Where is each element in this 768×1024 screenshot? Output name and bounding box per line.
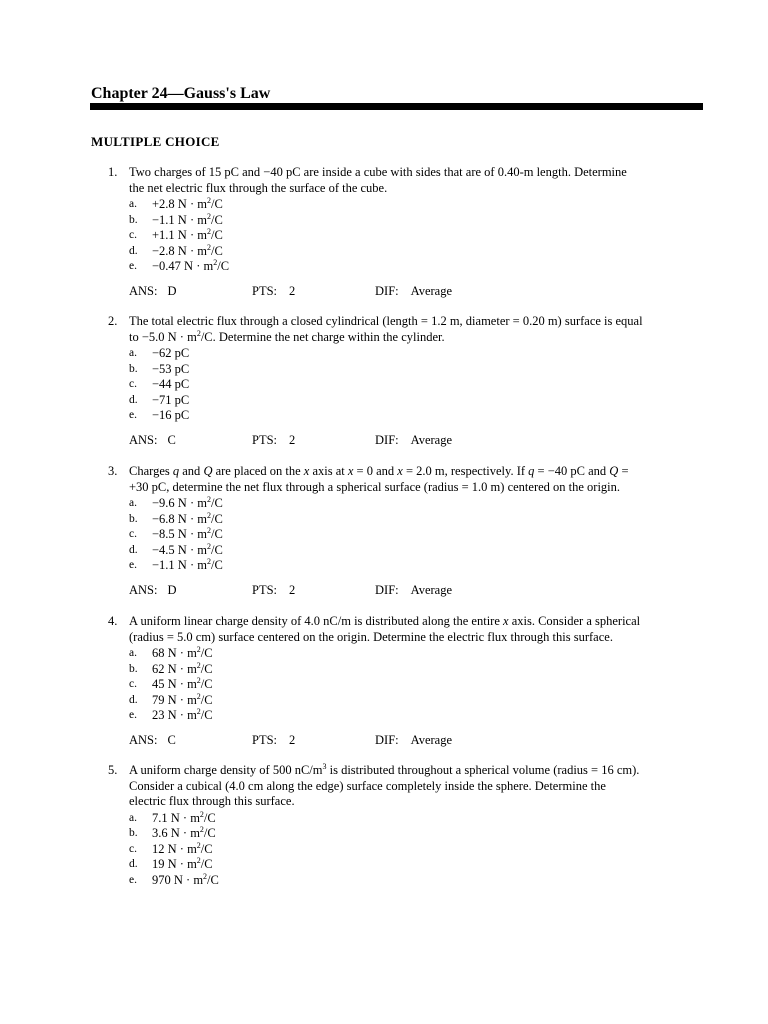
- choice-unit: /C: [210, 243, 223, 258]
- pts-value: 2: [289, 284, 296, 298]
- question-number: 4.: [108, 614, 118, 628]
- choice-exponent: 2: [196, 660, 201, 670]
- choice-text: [152, 543, 223, 559]
- choice-value: −44 pC: [152, 377, 190, 392]
- choice-text: [152, 873, 219, 889]
- question-text-line: The total electric flux through a closed cylindrical (length = 1.2 m, diameter = 0.20 m) surface is equal: [129, 314, 643, 328]
- choice-letter: d.: [129, 693, 138, 706]
- question-text: [129, 614, 704, 645]
- ans-field: [129, 583, 177, 599]
- choice-letter: d.: [129, 543, 138, 556]
- choice-letter: a.: [129, 347, 137, 359]
- ans-field: [129, 433, 176, 449]
- question-text: [129, 464, 704, 495]
- choice-letter: a.: [129, 811, 137, 824]
- choice-value: 45 N · m: [152, 677, 197, 692]
- choice-letter: c.: [129, 528, 137, 541]
- choice-letter: e.: [129, 260, 137, 273]
- choice-value: −53 pC: [152, 361, 190, 376]
- pts-field: [252, 433, 295, 449]
- pts-value: 2: [289, 433, 296, 447]
- ans-label: ANS:: [129, 733, 158, 747]
- choice-text: [152, 259, 229, 275]
- choice-text: [152, 393, 189, 409]
- choice-letter: b.: [129, 827, 138, 840]
- choice-letter: d.: [129, 393, 138, 406]
- choice-unit: /C: [200, 692, 213, 707]
- choice-letter: c.: [129, 678, 137, 691]
- choice-exponent: 2: [206, 526, 211, 536]
- choice-letter: e.: [129, 559, 137, 572]
- choice-value: −8.5 N · m: [152, 527, 207, 542]
- dif-label: DIF:: [375, 733, 399, 747]
- choice-exponent: 2: [206, 227, 211, 237]
- choice-letter: c.: [129, 229, 137, 242]
- choice-text: [152, 496, 223, 512]
- choice-unit: /C: [200, 857, 213, 872]
- question-text-line: Two charges of 15 pC and −40 pC are inside a cube with sides that are of 0.40-m length. Determine: [129, 165, 627, 179]
- choice-value: 7.1 N · m: [152, 810, 200, 825]
- question-text-line: +30 pC, determine the net flux through a spherical surface (radius = 1.0 m) centered on the origin.: [129, 479, 621, 494]
- choice-exponent: 2: [206, 211, 211, 221]
- choice-unit: /C: [210, 511, 223, 526]
- choice-value: −2.8 N · m: [152, 243, 207, 258]
- choice-letter: e.: [129, 873, 137, 886]
- choice-letter: c.: [129, 378, 137, 391]
- choice-exponent: 2: [206, 494, 211, 504]
- choice-exponent: 2: [206, 541, 211, 551]
- choice-text: [152, 362, 189, 378]
- choice-unit: /C: [210, 197, 223, 211]
- choice-exponent: 2: [213, 258, 218, 268]
- choice-letter: d.: [129, 244, 138, 257]
- choice-letter: d.: [129, 858, 138, 871]
- choice-value: −16 pC: [152, 408, 190, 423]
- choice-exponent: 2: [196, 840, 201, 850]
- choice-value: −71 pC: [152, 392, 190, 407]
- dif-label: DIF:: [375, 583, 399, 597]
- choice-text: [152, 244, 223, 260]
- pts-value: 2: [289, 733, 296, 747]
- choice-value: 970 N · m: [152, 872, 204, 887]
- choice-value: 79 N · m: [152, 692, 197, 707]
- choice-text: [152, 346, 189, 362]
- choice-exponent: 2: [206, 557, 211, 567]
- choice-value: +2.8 N · m: [152, 197, 207, 211]
- choice-unit: /C: [200, 841, 213, 856]
- choice-letter: a.: [129, 647, 137, 659]
- choice-value: −4.5 N · m: [152, 542, 207, 557]
- choice-unit: /C: [210, 558, 223, 573]
- choice-unit: /C: [210, 527, 223, 542]
- choice-text: [152, 826, 216, 842]
- choice-exponent: 2: [199, 824, 204, 834]
- pts-field: [252, 284, 295, 300]
- dif-field: [375, 583, 452, 599]
- question-text-line: Charges q and Q are placed on the x axis at x = 0 and x = 2.0 m, respectively. If q = −40 pC and Q =: [129, 464, 629, 478]
- dif-value: Average: [410, 433, 453, 447]
- choice-text: [152, 662, 213, 678]
- choice-letter: a.: [129, 497, 137, 509]
- dif-label: DIF:: [375, 284, 399, 298]
- title-rule: [90, 103, 703, 110]
- choice-text: [152, 197, 223, 213]
- choice-text: [152, 408, 189, 424]
- choice-text: [152, 857, 213, 873]
- ans-label: ANS:: [129, 433, 158, 447]
- dif-field: [375, 733, 452, 749]
- question-number: 1.: [108, 165, 118, 179]
- choice-unit: /C: [203, 826, 216, 841]
- question-text-line: (radius = 5.0 cm) surface centered on the origin. Determine the electric flux through this surface.: [129, 629, 613, 644]
- pts-label: PTS:: [252, 433, 278, 447]
- choice-text: [152, 677, 213, 693]
- ans-label: ANS:: [129, 583, 158, 597]
- choice-value: −9.6 N · m: [152, 496, 207, 510]
- question-text-line: the net electric flux through the surface of the cube.: [129, 180, 388, 195]
- choice-unit: /C: [210, 212, 223, 227]
- choice-value: 19 N · m: [152, 857, 197, 872]
- choice-exponent: 2: [206, 242, 211, 252]
- choice-exponent: 2: [196, 707, 201, 717]
- choice-unit: /C: [210, 496, 223, 510]
- ans-value: D: [167, 284, 177, 298]
- choice-unit: /C: [200, 646, 213, 660]
- choice-value: −6.8 N · m: [152, 511, 207, 526]
- choice-value: 62 N · m: [152, 661, 197, 676]
- choice-exponent: 2: [196, 691, 201, 701]
- choice-letter: a.: [129, 198, 137, 210]
- choice-letter: c.: [129, 842, 137, 855]
- dif-value: Average: [410, 583, 453, 597]
- choice-value: 68 N · m: [152, 646, 197, 660]
- section-heading: MULTIPLE CHOICE: [91, 134, 220, 149]
- choice-text: [152, 228, 223, 244]
- question-text-line: A uniform charge density of 500 $nC/m^3$ is distributed throughout a spherical volume (radius = 16 cm).: [129, 761, 640, 777]
- question-text-line: to −5.0 $N \cdot m^2/C$. Determine the net charge within the cylinder.: [129, 328, 445, 344]
- choice-exponent: 2: [203, 871, 208, 881]
- question-text: [129, 763, 704, 810]
- choice-text: [152, 708, 213, 724]
- question-text-line: Consider a cubical (4.0 cm along the edge) surface completely inside the sphere. Determine the: [129, 778, 606, 793]
- choice-exponent: 2: [206, 510, 211, 520]
- choice-value: −1.1 N · m: [152, 558, 207, 573]
- choice-exponent: 2: [206, 195, 211, 205]
- ans-label: ANS:: [129, 284, 158, 298]
- choice-letter: e.: [129, 709, 137, 722]
- choice-exponent: 2: [199, 809, 204, 819]
- choice-text: [152, 558, 223, 574]
- ans-field: [129, 284, 177, 300]
- choice-letter: b.: [129, 213, 138, 226]
- choice-text: [152, 693, 213, 709]
- pts-label: PTS:: [252, 733, 278, 747]
- dif-label: DIF:: [375, 433, 399, 447]
- dif-value: Average: [410, 733, 453, 747]
- choice-text: [152, 646, 213, 662]
- question-text: [129, 165, 704, 196]
- choice-value: −0.47 N · m: [152, 259, 214, 274]
- choice-exponent: 2: [196, 856, 201, 866]
- choice-letter: b.: [129, 662, 138, 675]
- choice-exponent: 2: [196, 644, 201, 654]
- question-text-line: A uniform linear charge density of 4.0 nC/m is distributed along the entire x axis. Consider a spherical: [129, 614, 641, 628]
- ans-value: C: [167, 733, 176, 747]
- choice-exponent: 2: [196, 676, 201, 686]
- pts-label: PTS:: [252, 284, 278, 298]
- question-text-line: electric flux through this surface.: [129, 794, 295, 808]
- choice-text: [152, 213, 223, 229]
- question-number: 5.: [108, 763, 118, 777]
- dif-field: [375, 433, 452, 449]
- pts-value: 2: [289, 583, 296, 597]
- choice-unit: /C: [210, 542, 223, 557]
- choice-value: +1.1 N · m: [152, 228, 207, 243]
- chapter-title: Chapter 24—Gauss's Law: [91, 85, 271, 102]
- choice-unit: /C: [207, 872, 219, 887]
- choice-text: [152, 811, 216, 827]
- choice-unit: /C: [200, 677, 213, 692]
- choice-text: [152, 842, 213, 858]
- question-text: [129, 314, 704, 345]
- choice-value: 23 N · m: [152, 708, 197, 723]
- choice-value: 3.6 N · m: [152, 826, 200, 841]
- choice-unit: /C: [203, 810, 216, 825]
- question-number: 2.: [108, 314, 118, 328]
- pts-field: [252, 583, 295, 599]
- choice-unit: /C: [217, 259, 230, 274]
- choice-letter: e.: [129, 409, 137, 422]
- choice-text: [152, 512, 223, 528]
- choice-value: −62 pC: [152, 346, 190, 360]
- question-number: 3.: [108, 464, 118, 478]
- choice-letter: b.: [129, 512, 138, 525]
- choice-text: [152, 527, 223, 543]
- ans-value: C: [167, 433, 176, 447]
- choice-unit: /C: [200, 661, 213, 676]
- ans-field: [129, 733, 176, 749]
- choice-value: 12 N · m: [152, 841, 197, 856]
- choice-unit: /C: [210, 228, 223, 243]
- dif-value: Average: [410, 284, 453, 298]
- choice-unit: /C: [200, 708, 213, 723]
- ans-value: D: [167, 583, 177, 597]
- pts-label: PTS:: [252, 583, 278, 597]
- choice-text: [152, 377, 189, 393]
- dif-field: [375, 284, 452, 300]
- choice-value: −1.1 N · m: [152, 212, 207, 227]
- pts-field: [252, 733, 295, 749]
- choice-letter: b.: [129, 362, 138, 375]
